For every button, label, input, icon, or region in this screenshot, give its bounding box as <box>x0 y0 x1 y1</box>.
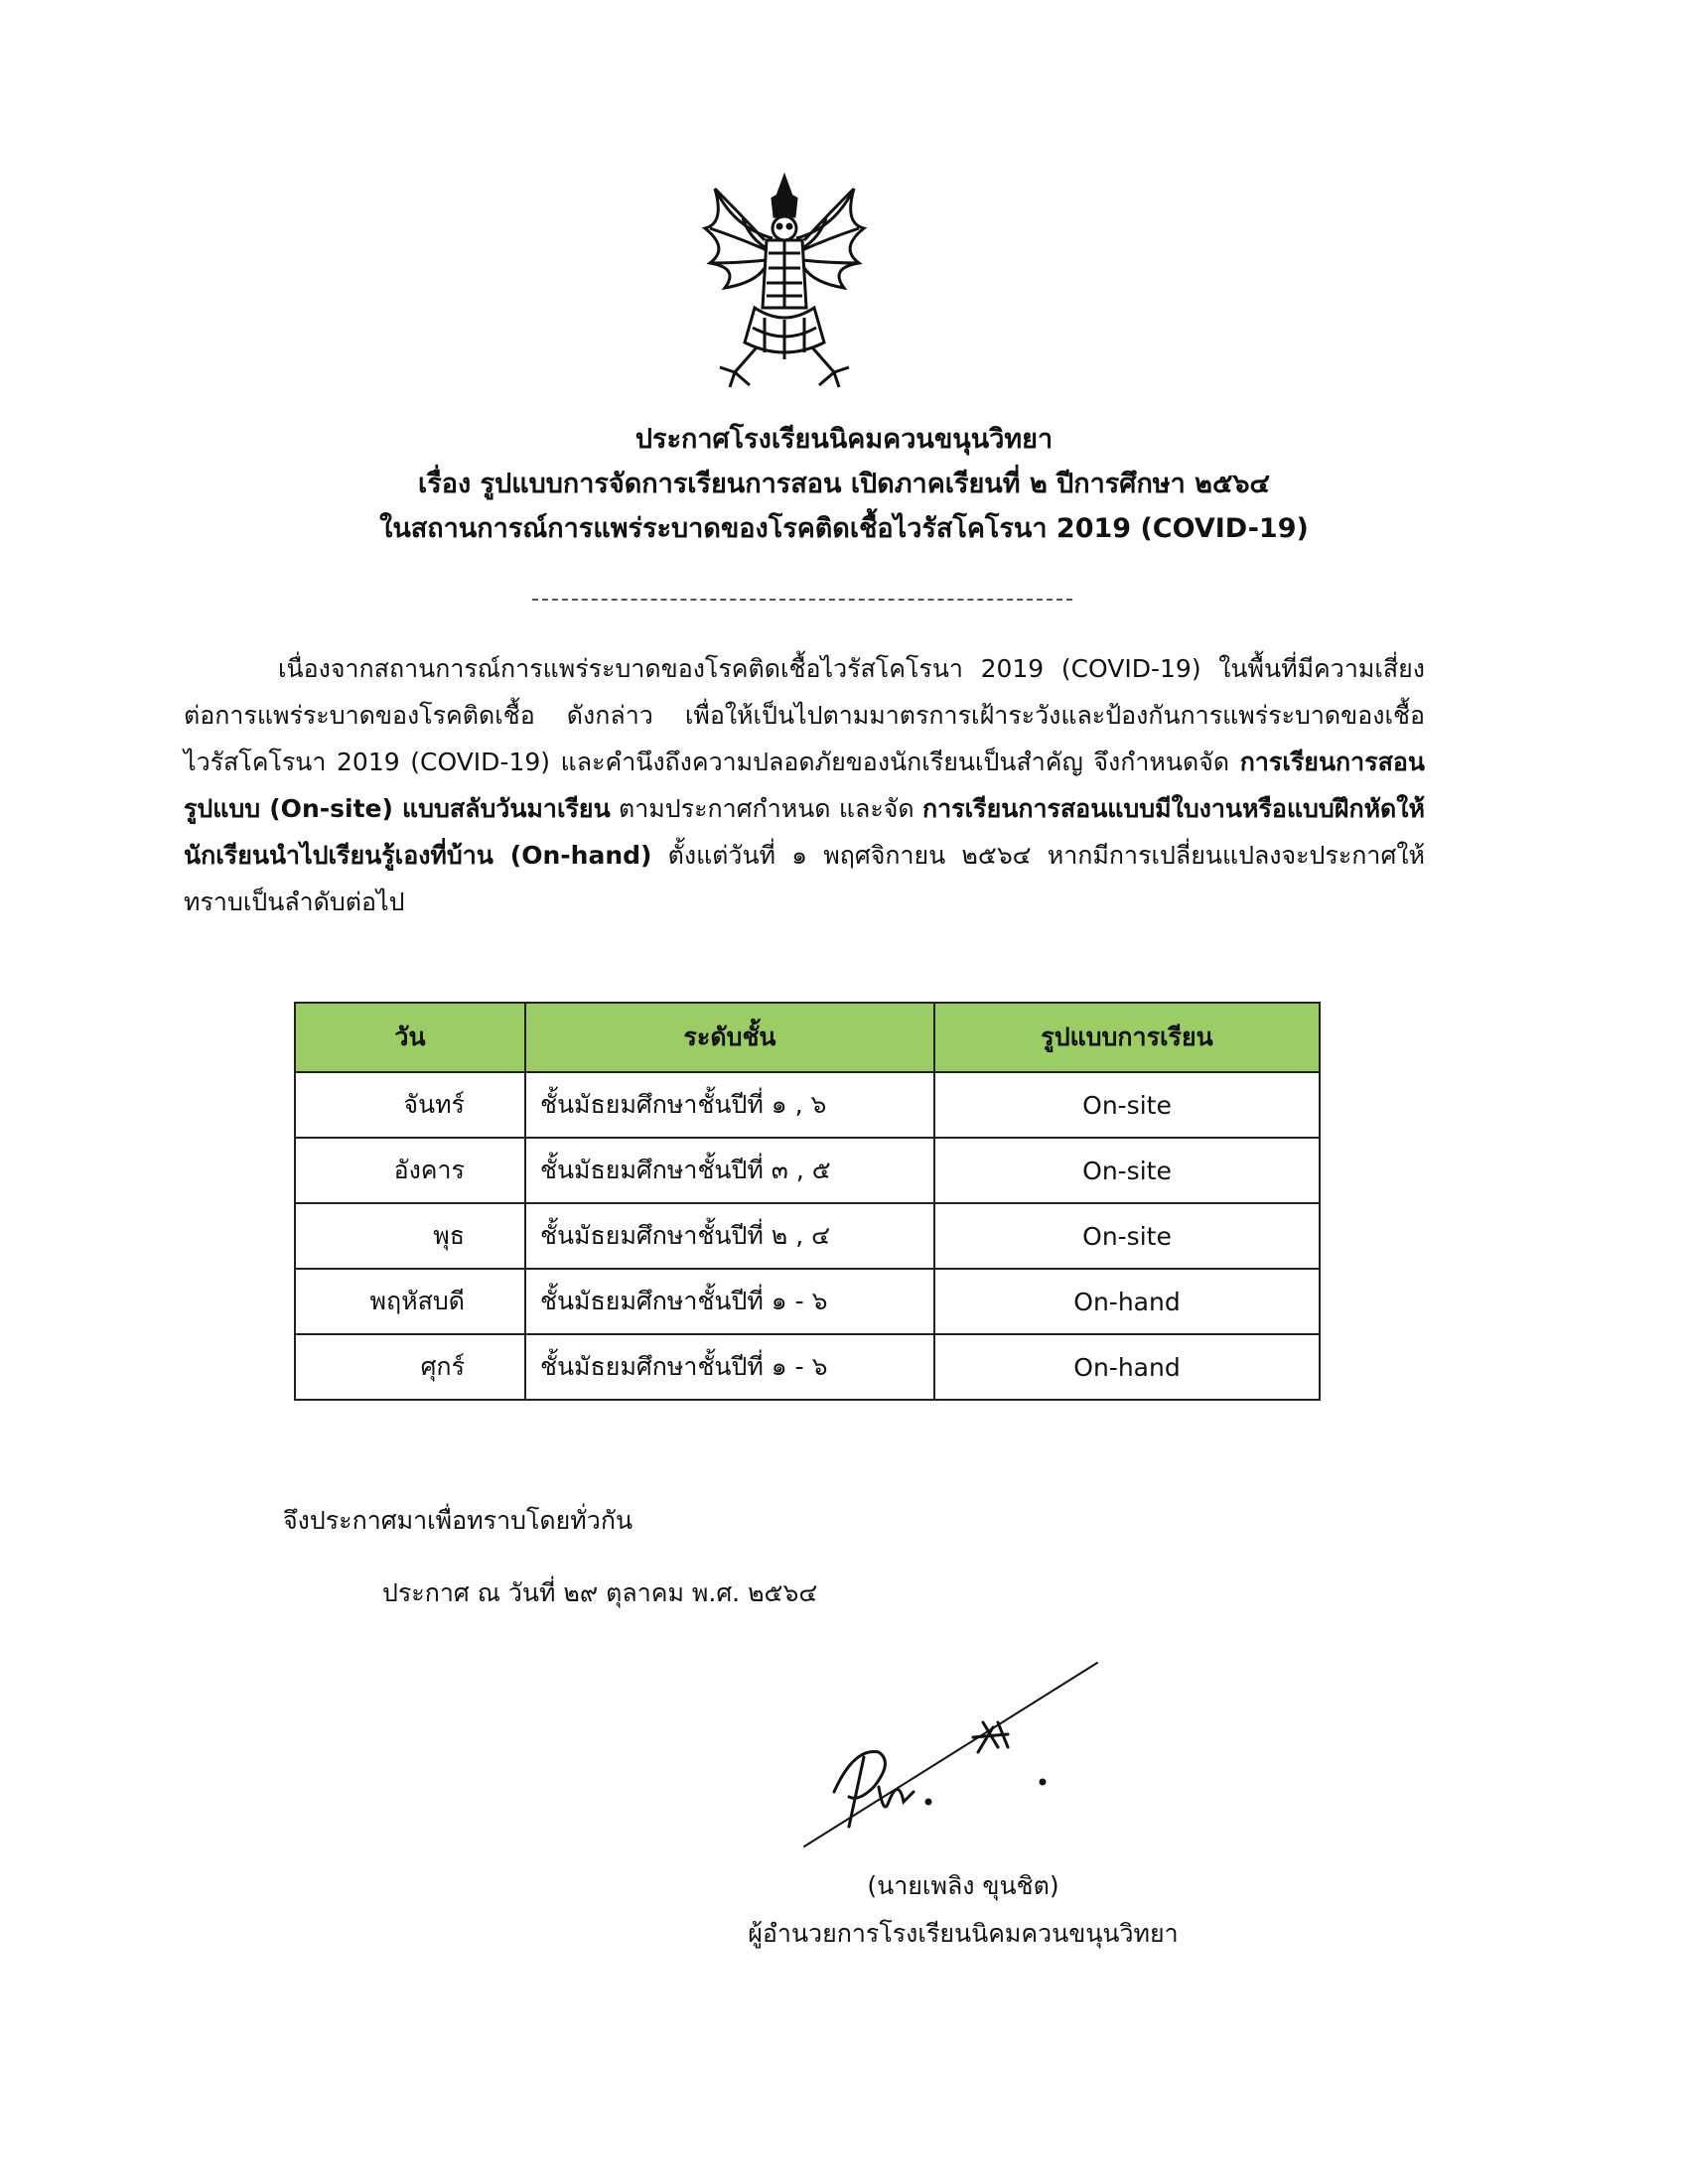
table-row <box>295 1138 1320 1203</box>
table-row <box>295 1269 1320 1334</box>
cell-level: ชั้นมัธยมศึกษาชั้นปีที่ ๓ , ๕ <box>525 1138 934 1203</box>
header-divider <box>532 599 1072 601</box>
body-bold-onsite: การเรียนการสอนรูปแบบ (On-site) แบบสลับวันมาเรียน <box>184 748 1425 823</box>
table-header-row <box>295 1003 1320 1072</box>
cell-mode: On-hand <box>934 1269 1320 1334</box>
closing-date: ประกาศ ณ วันที่ ๒๙ ตุลาคม พ.ศ. ๒๕๖๔ <box>382 1578 818 1607</box>
body-text-3: ตั้งแต่วันที่ ๑ พฤศจิกายน ๒๕๖๔ หากมีการเปลี่ยนแปลงจะประกาศให้ทราบเป็นลำดับต่อไป <box>184 841 1426 916</box>
body-text-2: ตามประกาศกำหนด และจัด <box>619 794 914 823</box>
cell-day: ศุกร์ <box>295 1334 525 1400</box>
cell-level: ชั้นมัธยมศึกษาชั้นปีที่ ๒ , ๔ <box>525 1203 934 1269</box>
schedule-table <box>294 1002 1321 1401</box>
header-context: ในสถานการณ์การแพร่ระบาดของโรคติดเชื้อไวรัสโคโรนา 2019 (COVID-19) <box>379 513 1309 544</box>
cell-day: อังคาร <box>295 1138 525 1203</box>
cell-level: ชั้นมัธยมศึกษาชั้นปีที่ ๑ , ๖ <box>525 1072 934 1138</box>
announcement-header <box>149 417 1539 551</box>
table-row <box>295 1072 1320 1138</box>
announcement-body <box>184 645 1425 925</box>
signature-drawing <box>794 1653 1122 1861</box>
table-row <box>295 1203 1320 1269</box>
cell-day: จันทร์ <box>295 1072 525 1138</box>
column-header-mode: รูปแบบการเรียน <box>934 1003 1320 1072</box>
cell-level: ชั้นมัธยมศึกษาชั้นปีที่ ๑ - ๖ <box>525 1269 934 1334</box>
table-row <box>295 1334 1320 1400</box>
header-title: ประกาศโรงเรียนนิคมควนขนุนวิทยา <box>634 424 1054 455</box>
cell-mode: On-site <box>934 1138 1320 1203</box>
body-text-1: เนื่องจากสถานการณ์การแพร่ระบาดของโรคติดเชื้อไวรัสโคโรนา 2019 (COVID-19) ในพื้นที่มีความเสี่ยงต่อการแพร่ระบาดของโรคติดเชื้อ ดังกล่าว เพื่อให้เป็นไปตามมาตรการเฝ้าระวังและป้องกันการแพร่ระบาดของเชื้อไวรัสโคโรนา 2019 (COVID-19) และคำนึงถึงความปลอดภัยของนักเรียนเป็นสำคัญ จึงกำหนดจัด <box>184 654 1425 776</box>
cell-mode: On-site <box>934 1203 1320 1269</box>
garuda-emblem-icon <box>695 169 874 397</box>
cell-day: พุธ <box>295 1203 525 1269</box>
signer-position: ผู้อำนวยการโรงเรียนนิคมควนขนุนวิทยา <box>748 1919 1179 1948</box>
signer-name: (นายเพลิง ขุนชิต) <box>867 1871 1059 1900</box>
closing-announce: จึงประกาศมาเพื่อทราบโดยทั่วกัน <box>283 1506 633 1535</box>
cell-mode: On-site <box>934 1072 1320 1138</box>
cell-day: พฤหัสบดี <box>295 1269 525 1334</box>
column-header-level: ระดับชั้น <box>525 1003 934 1072</box>
cell-level: ชั้นมัธยมศึกษาชั้นปีที่ ๑ - ๖ <box>525 1334 934 1400</box>
cell-mode: On-hand <box>934 1334 1320 1400</box>
header-subject: เรื่อง รูปแบบการจัดการเรียนการสอน เปิดภาคเรียนที่ ๒ ปีการศึกษา ๒๕๖๔ <box>418 469 1270 499</box>
column-header-day: วัน <box>295 1003 525 1072</box>
body-bold-onhand: การเรียนการสอนแบบมีใบงานหรือแบบฝึกหัดให้นักเรียนนำไปเรียนรู้เองที่บ้าน (On-hand) <box>184 794 1425 870</box>
